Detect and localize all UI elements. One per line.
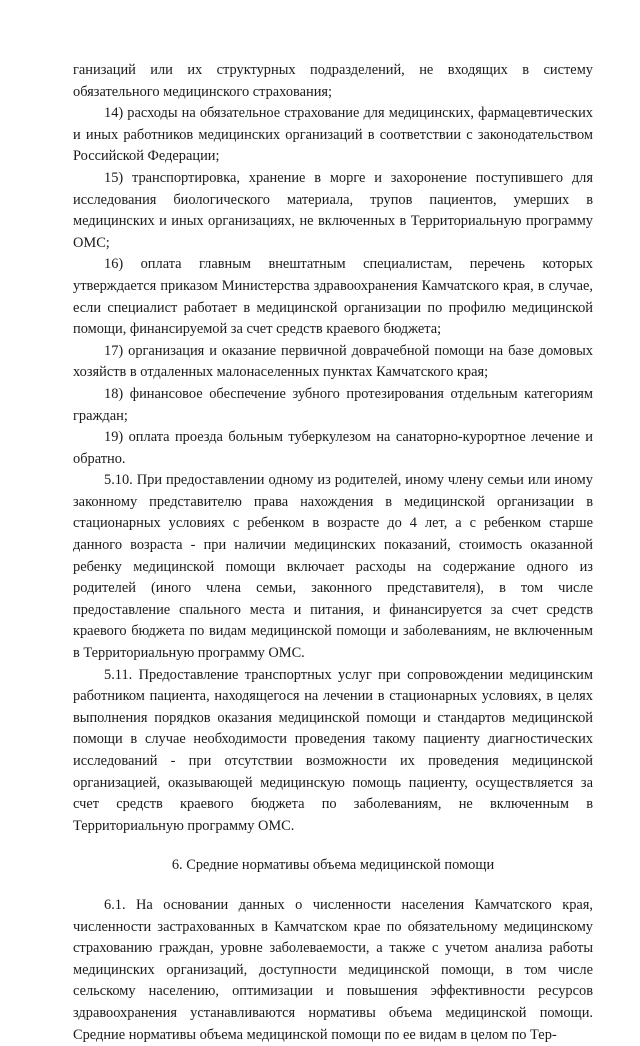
section-heading: 6. Средние нормативы объема медицинской помощи: [171, 857, 495, 874]
list-item-14: 14) расходы на обязательное страхование для медицинских, фармацевтических и иных работников медицинских организаций в соответствии с законодательством Российской Федерации;: [73, 105, 593, 165]
list-item-16: 16) оплата главным внештатным специалистам, перечень которых утверждается приказом Министерства здравоохранения Камчатского края, в случае, если специалист работает в медицинской организации по профилю медицинской помощи, финансируемой за счет средств краевого бюджета;: [73, 256, 593, 338]
list-item-17: 17) организация и оказание первичной доврачебной помощи на базе домовых хозяйств в отдаленных малонаселенных пунктах Камчатского края;: [73, 342, 593, 381]
clause-6-1: 6.1. На основании данных о численности населения Камчатского края, численности застрахованных в Камчатском крае по обязательному медицинскому страхованию граждан, уровне заболеваемости, а также с учетом анализа работы медицинских организаций, доступности медицинской помощи, в том числе сельскому населению, оптимизации и повышения эффективности ресурсов здравоохранения устанавливаются нормативы объема медицинской помощи. Средние нормативы объема медицинской помощи по ее видам в целом по Тер-: [73, 896, 593, 1043]
list-item-19: 19) оплата проезда больным туберкулезом на санаторно-курортное лечение и обратно.: [73, 429, 593, 467]
list-item-15: 15) транспортировка, хранение в морге и захоронение поступившего для исследования биологического материала, трупов пациентов, умерших в медицинских и иных организациях, не включенных в Территориальную программу ОМС;: [73, 169, 593, 251]
document-body: [73, 60, 593, 1046]
clause-5-11: 5.11. Предоставление транспортных услуг при сопровождении медицинским работником пациента, находящегося на лечении в стационарных условиях, в целях выполнения порядков оказания медицинской помощи и стандартов медицинской помощи в случае необходимости проведения такому пациенту диагностических исследований - при отсутствии возможности их проведения медицинской организацией, оказывающей медицинскую помощь пациенту, осуществляется за счет средств краевого бюджета по заболеваниям, не включенным в Территориальную программу ОМС.: [73, 666, 593, 834]
paragraph-continuation: ганизаций или их структурных подразделений, не входящих в систему обязательного медицинского страхования;: [73, 62, 593, 100]
list-item-18: 18) финансовое обеспечение зубного протезирования отдельным категориям граждан;: [73, 385, 593, 424]
clause-5-10: 5.10. При предоставлении одному из родителей, иному члену семьи или иному законному представителю права нахождения в медицинской организации в стационарных условиях с ребенком в возрасте до 4 лет, а с ребенком старше данного возраста - при наличии медицинских показаний, стоимость оказанной ребенку медицинской помощи включает расходы на содержание одного из родителей (иного члена семьи, законного представителя), в том числе предоставление спального места и питания, и финансируется за счет средств краевого бюджета по видам медицинской помощи и заболеваниям, не включенным в Территориальную программу ОМС.: [73, 472, 593, 662]
